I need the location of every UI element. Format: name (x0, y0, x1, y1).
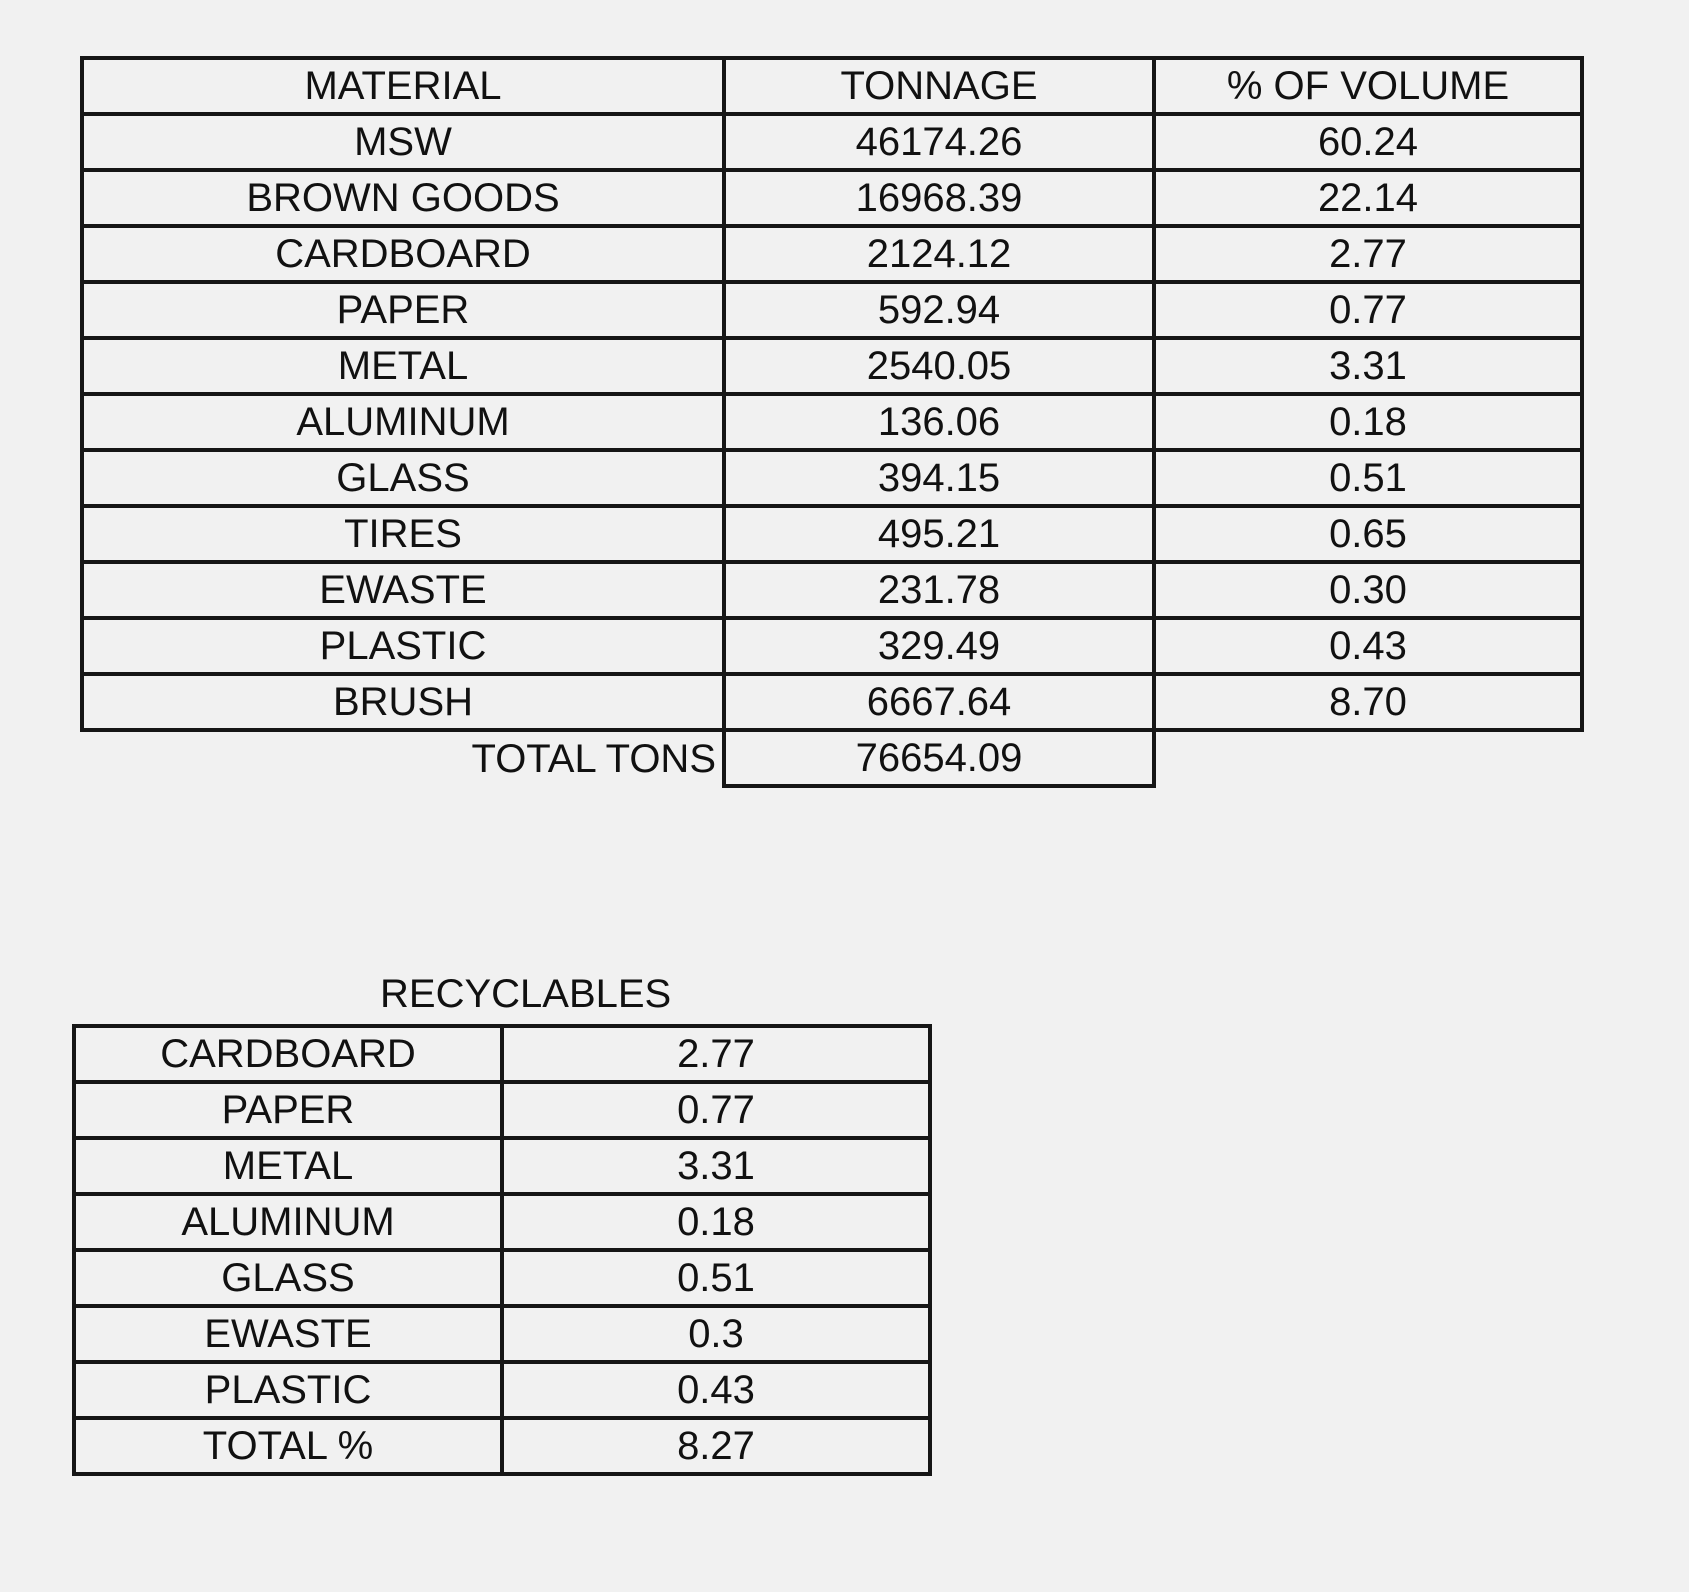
total-tons-value: 76654.09 (724, 730, 1154, 786)
recyclable-material-cell: PAPER (74, 1082, 502, 1138)
recyclable-value-cell: 0.77 (502, 1082, 930, 1138)
table-row (74, 1418, 930, 1474)
tonnage-cell: 46174.26 (724, 114, 1154, 170)
tonnage-cell: 592.94 (724, 282, 1154, 338)
header-material: MATERIAL (82, 58, 724, 114)
volume-cell: 0.30 (1154, 562, 1582, 618)
recyclable-value-cell: 0.43 (502, 1362, 930, 1418)
tonnage-cell: 6667.64 (724, 674, 1154, 730)
recyclable-material-cell: METAL (74, 1138, 502, 1194)
tonnage-cell: 2540.05 (724, 338, 1154, 394)
recyclable-material-cell: EWASTE (74, 1306, 502, 1362)
material-cell: TIRES (82, 506, 724, 562)
recyclable-material-cell: ALUMINUM (74, 1194, 502, 1250)
tonnage-cell: 394.15 (724, 450, 1154, 506)
table-row (74, 1194, 930, 1250)
recyclable-value-cell: 0.51 (502, 1250, 930, 1306)
table-row (82, 674, 1582, 730)
material-cell: METAL (82, 338, 724, 394)
table-row (82, 338, 1582, 394)
material-cell: BRUSH (82, 674, 724, 730)
table-row (82, 394, 1582, 450)
table-row (74, 1362, 930, 1418)
recyclable-material-cell: TOTAL % (74, 1418, 502, 1474)
recyclable-material-cell: PLASTIC (74, 1362, 502, 1418)
table-row (74, 1138, 930, 1194)
volume-cell: 0.65 (1154, 506, 1582, 562)
table-row (74, 1082, 930, 1138)
table-row (74, 1026, 930, 1082)
table-row (74, 1250, 930, 1306)
table-row (82, 450, 1582, 506)
material-tonnage-table (80, 56, 1584, 788)
material-cell: CARDBOARD (82, 226, 724, 282)
tonnage-cell: 2124.12 (724, 226, 1154, 282)
empty-cell (1154, 730, 1582, 786)
table-row (82, 114, 1582, 170)
table-row (82, 226, 1582, 282)
header-volume: % OF VOLUME (1154, 58, 1582, 114)
material-cell: PLASTIC (82, 618, 724, 674)
volume-cell: 3.31 (1154, 338, 1582, 394)
table-row (82, 282, 1582, 338)
tonnage-cell: 329.49 (724, 618, 1154, 674)
total-row (82, 730, 1582, 786)
total-tons-label: TOTAL TONS (471, 737, 716, 781)
recyclable-value-cell: 3.31 (502, 1138, 930, 1194)
material-cell: PAPER (82, 282, 724, 338)
material-table-body (82, 114, 1582, 786)
tonnage-cell: 231.78 (724, 562, 1154, 618)
table-row (82, 506, 1582, 562)
volume-cell: 22.14 (1154, 170, 1582, 226)
table-row (82, 562, 1582, 618)
recyclable-value-cell: 2.77 (502, 1026, 930, 1082)
volume-cell: 2.77 (1154, 226, 1582, 282)
recyclable-material-cell: GLASS (74, 1250, 502, 1306)
table-row (82, 170, 1582, 226)
volume-cell: 60.24 (1154, 114, 1582, 170)
table-row (74, 1306, 930, 1362)
recyclable-material-cell: CARDBOARD (74, 1026, 502, 1082)
tonnage-cell: 136.06 (724, 394, 1154, 450)
recyclable-value-cell: 0.18 (502, 1194, 930, 1250)
tonnage-cell: 495.21 (724, 506, 1154, 562)
volume-cell: 0.43 (1154, 618, 1582, 674)
table-row (82, 618, 1582, 674)
material-cell: EWASTE (82, 562, 724, 618)
volume-cell: 0.77 (1154, 282, 1582, 338)
tonnage-cell: 16968.39 (724, 170, 1154, 226)
header-tonnage: TONNAGE (724, 58, 1154, 114)
recyclables-title: RECYCLABLES (380, 972, 672, 1016)
material-cell: BROWN GOODS (82, 170, 724, 226)
volume-cell: 0.51 (1154, 450, 1582, 506)
table-header-row (82, 58, 1582, 114)
material-cell: GLASS (82, 450, 724, 506)
recyclables-table-body (74, 1026, 930, 1474)
material-cell: ALUMINUM (82, 394, 724, 450)
volume-cell: 0.18 (1154, 394, 1582, 450)
recyclable-value-cell: 8.27 (502, 1418, 930, 1474)
volume-cell: 8.70 (1154, 674, 1582, 730)
recyclables-table (72, 1024, 932, 1476)
recyclable-value-cell: 0.3 (502, 1306, 930, 1362)
material-cell: MSW (82, 114, 724, 170)
